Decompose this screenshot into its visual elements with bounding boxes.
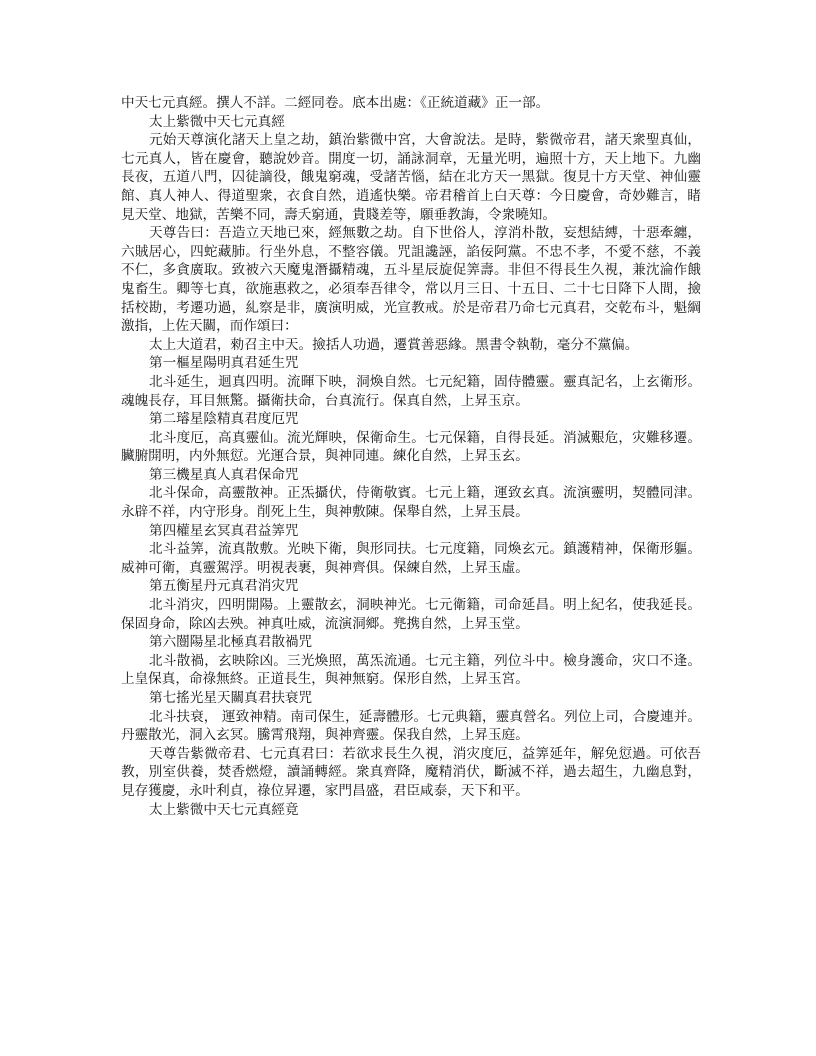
incantation-heading: 第四權星玄冥真君益筭咒: [149, 522, 299, 539]
source-note: 中天七元真經。撰人不詳。二經同卷。底本出處：《正統道藏》正一部。: [121, 95, 550, 111]
body-paragraph: 天尊告紫微帝君、七元真君曰：若欲求長生久視，消灾度厄，益筭延年，解免愆過。可依吾教，別室供養，焚香燃燈，讀誦轉經。衆真齊降，魔精消伏，斷滅不祥，過去超生，九幽息對，見存獲慶，永叶利貞，祿位昇遷，家門昌盛，君臣咸泰，天下和平。: [121, 745, 701, 799]
body-paragraph: 北斗扶衰， 運致神精。南司保生，延壽體形。七元典籍，靈真營名。列位上司，合慶連并。丹靈散光，洞入玄冥。騰霄飛翔，與神齊靈。保我自然，上昇玉庭。: [121, 708, 701, 744]
body-paragraph: 北斗益筭，流真散敷。光映下衛，與形同扶。七元度籍，同煥玄元。鎮護精神，保衛形軀。威神可衛，真靈駕浮。明視表裹，與神齊俱。保練自然，上昇玉虛。: [121, 541, 701, 576]
body-paragraph: 北斗保命，高靈散神。正炁攝伏，侍衛敬賓。七元上籍，運致玄真。流演靈明，契體同津。永辟不祥，内守形身。削死上生，與神敷陳。保舉自然，上昇玉晨。: [121, 485, 701, 521]
document-page: [121, 94, 701, 819]
verse-paragraph: 太上大道君，勑召主中天。撿括人功過，遷賞善惡緣。黑書令執勒，毫分不黨偏。: [149, 336, 639, 353]
scripture-title: 太上紫微中天七元真經: [149, 113, 285, 130]
body-paragraph: 天尊告曰：吾造立天地已來，經無數之劫。自下世俗人，淳消朴散，妄想結縛，十惡牽纏，六賊居心，四蛇藏肺。行坐外息，不整容儀。咒詛讒誣，諂佞阿黨。不忠不孝，不愛不慈，不義不仁，多貪廣取。致被六天魔鬼潛攝精魂，五斗星辰旋促筭壽。非但不得長生久視，兼沈淪作餓鬼畜生。卿等七真，欲施惠救之，必須奉吾律令，常以月三日、十五日、二十七日降下人間，撿括校勘，考遷功過，糺察是非，廣演明威，光宣教戒。於是帝君乃命七元真君，交乾布斗，魁綱激指，上佐天關，而作頌曰：: [121, 225, 701, 335]
body-paragraph: 北斗延生，迴真四明。流暉下映，洞煥自然。七元紀籍，固侍體靈。靈真記名，上玄衛形。魂魄長存，耳目無驚。攝衛扶命，台真流行。保真自然，上昇玉京。: [121, 373, 701, 409]
incantation-heading: 第二璿星陰精真君度厄咒: [149, 411, 299, 428]
incantation-heading: 第五衡星丹元真君消灾咒: [149, 578, 299, 595]
closing-title: 太上紫微中天七元真經竟: [149, 801, 299, 818]
incantation-heading: 第三機星真人真君保命咒: [149, 466, 299, 483]
body-paragraph: 北斗消灾，四明開陽。上靈散玄，洞映神光。七元衛籍，司命延昌。明上紀名，使我延長。保固身命，除凶去殃。神真吐威，流演洞鄉。兠携自然，上昇玉堂。: [121, 597, 701, 632]
incantation-heading: 第六闓陽星北極真君散禍咒: [149, 634, 313, 651]
incantation-heading: 第一樞星陽明真君延生咒: [149, 355, 299, 372]
incantation-heading: 第七搖光星天關真君扶衰咒: [149, 690, 313, 706]
body-paragraph: 北斗度厄，高真靈仙。流光輝映，保衛命生。七元保籍，自得長延。消滅艱危，灾難移遷。臟腑開明，内外無愆。光運合景，與神同連。練化自然，上昇玉玄。: [121, 429, 701, 465]
body-paragraph: 北斗散禍，玄映除凶。三光煥照，萬炁流通。七元主籍，列位斗中。檢身護命，灾口不逢。上皇保真，命祿無終。正道長生，與神無窮。保形自然，上昇玉宮。: [121, 652, 701, 688]
body-paragraph: 元始天尊演化諸天上皇之劫，鎮治紫微中宮，大會說法。是時，紫微帝君，諸天衆聖真仙，七元真人，皆在慶會，聽說妙音。開度一切，誦詠洞章，无量光明，遍照十方，天上地下。九幽長夜，五道八門，囚徒謫役，餓鬼窮魂，受諸苦惱，結在北方天一黑獄。復見十方天堂、神仙靈館、真人神人、得道聖衆，衣食自然，逍遙快樂。帝君稽首上白天尊：今日慶會，奇妙難言，睹見天堂、地獄，苦樂不同，壽夭窮通，貴賤差等，願垂教誨，令衆曉知。: [121, 132, 701, 223]
